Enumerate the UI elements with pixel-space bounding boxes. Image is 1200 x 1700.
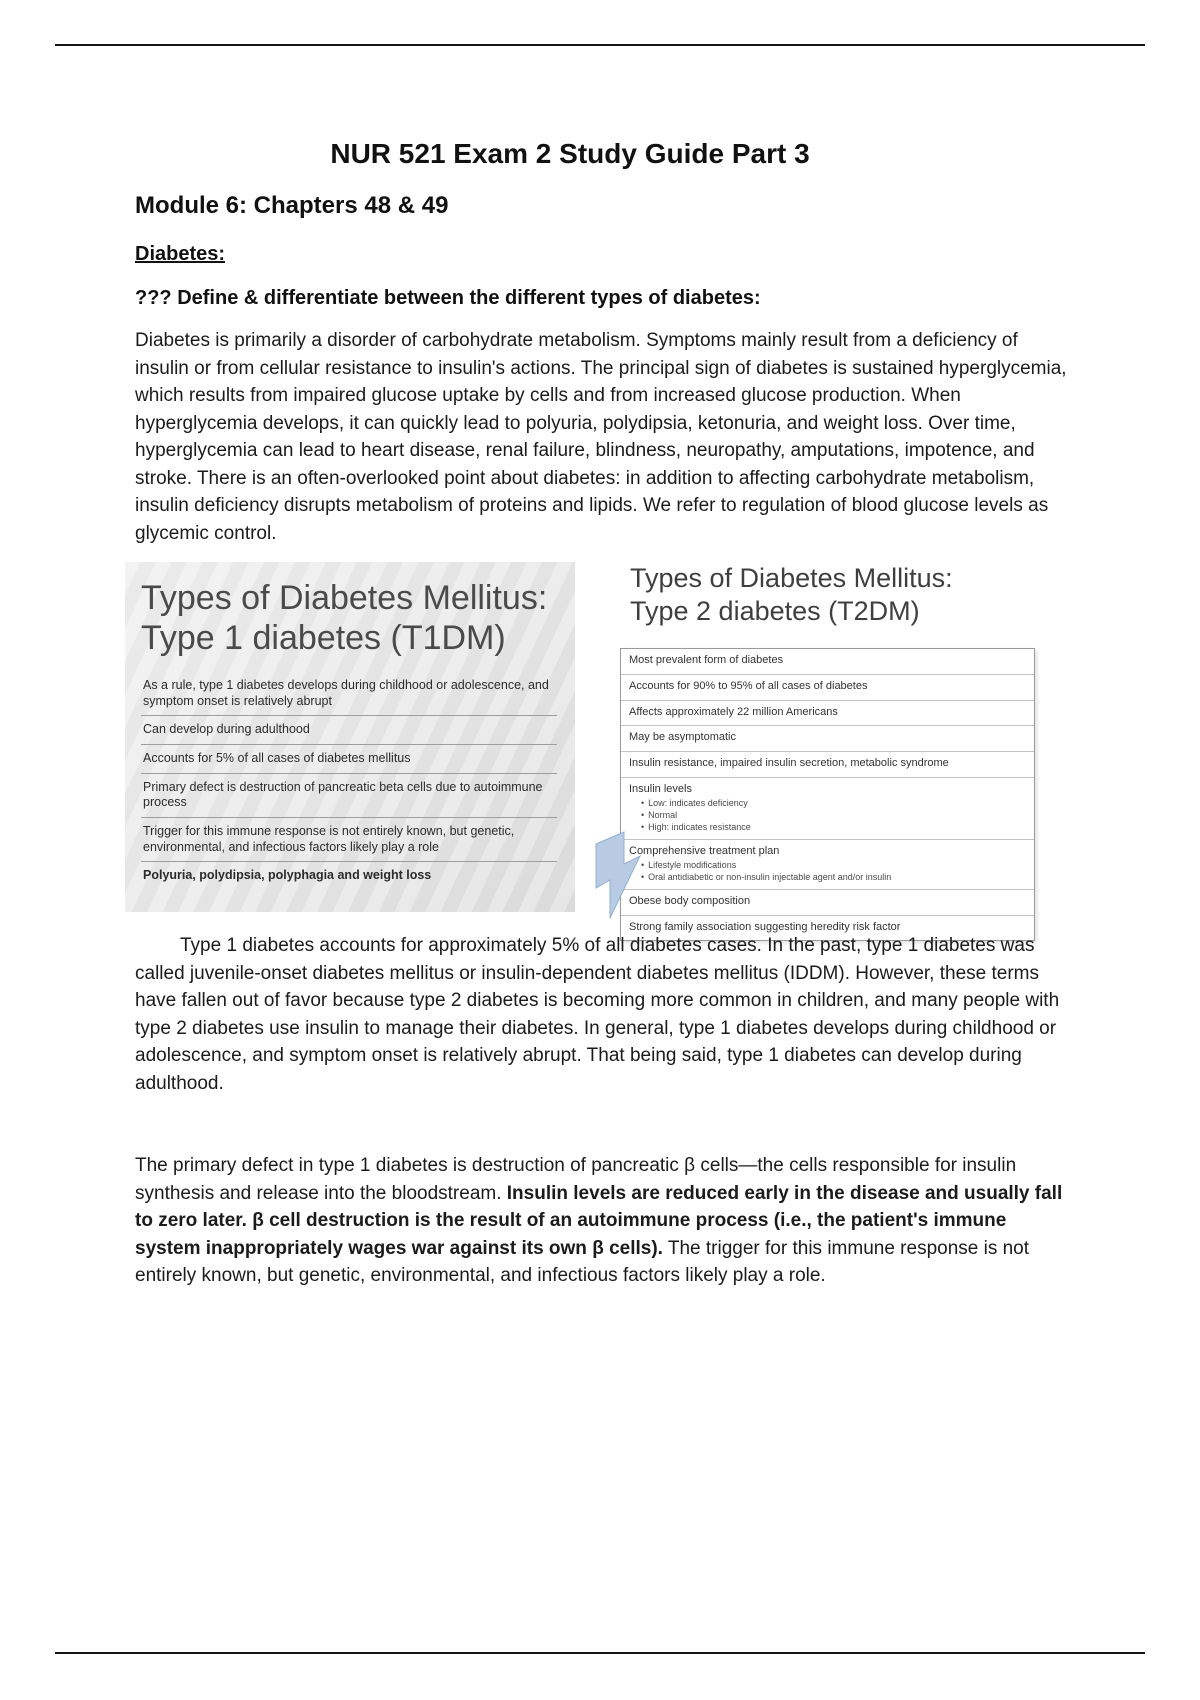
t2dm-row-text: Insulin levels xyxy=(629,782,692,795)
bottom-horizontal-rule xyxy=(55,1652,1145,1654)
t2dm-row-text: Strong family association suggesting heredity risk factor xyxy=(629,920,901,933)
slide-image-t1dm xyxy=(125,562,575,912)
slide-t1dm-title-line1: Types of Diabetes Mellitus: xyxy=(141,579,548,617)
blue-arrow-icon xyxy=(594,830,642,920)
t2dm-sub-item: • Normal xyxy=(629,809,1026,821)
diabetes-section-heading: Diabetes: xyxy=(135,243,226,265)
top-horizontal-rule xyxy=(55,44,1145,46)
t2dm-row-text: Accounts for 90% to 95% of all cases of diabetes xyxy=(629,679,868,692)
t2dm-row xyxy=(621,675,1034,701)
slide-t1dm-title-line2: Type 1 diabetes (T1DM) xyxy=(141,619,506,658)
t2dm-row xyxy=(621,649,1034,675)
slide-t2dm-title-line2: Type 2 diabetes (T2DM) xyxy=(630,595,920,626)
t2dm-row-text: Most prevalent form of diabetes xyxy=(629,654,784,666)
t2dm-row xyxy=(621,890,1034,916)
paragraph-type1-defect xyxy=(135,1152,1073,1290)
paragraph-type1-defect-bold: Insulin levels are reduced early in the disease and usually fall to zero later. β cell destruction is the result of an autoimmune process (i.e., the patient's immune system inappropriately wages war against its own β cells). xyxy=(135,1182,1063,1259)
slide-t2dm-title xyxy=(630,562,1010,628)
t2dm-row xyxy=(621,752,1034,778)
t1dm-item: Polyuria, polydipsia, polyphagia and weight loss xyxy=(143,868,432,883)
t2dm-row-text: Comprehensive treatment plan xyxy=(629,844,780,857)
t1dm-item: Primary defect is destruction of pancreatic beta cells due to autoimmune process xyxy=(141,774,557,818)
t2dm-sub-item: • Lifestyle modifications xyxy=(629,859,1026,871)
t2dm-row-text: Obese body composition xyxy=(629,894,751,907)
t2dm-row xyxy=(621,778,1034,840)
page-title: NUR 521 Exam 2 Study Guide Part 3 xyxy=(330,138,810,169)
t2dm-row xyxy=(621,840,1034,890)
t2dm-sub-item: • Oral antidiabetic or non-insulin injectable agent and/or insulin xyxy=(629,871,1026,883)
slide-t2dm-table xyxy=(620,648,1035,941)
t2dm-row xyxy=(621,701,1034,727)
t1dm-item: As a rule, type 1 diabetes develops during childhood or adolescence, and symptom onset is relatively abrupt xyxy=(141,672,557,716)
question-heading: ??? Define & differentiate between the different types of diabetes: xyxy=(135,287,761,309)
paragraph-type1-defect-normal1: The primary defect in type 1 diabetes is destruction of pancreatic β cells—the cells responsible for insulin synthesis and release into the bloodstream. xyxy=(135,1155,1017,1204)
slide-t2dm-title-line1: Types of Diabetes Mellitus: xyxy=(630,563,953,593)
t1dm-item: Trigger for this immune response is not entirely known, but genetic, environmental, and infectious factors likely play a role xyxy=(141,818,557,862)
t2dm-row-text: May be asymptomatic xyxy=(629,731,736,744)
t2dm-sub-item: • Low: indicates deficiency xyxy=(629,797,1026,809)
module-heading: Module 6: Chapters 48 & 49 xyxy=(135,192,449,219)
t2dm-row-text: Insulin resistance, impaired insulin secretion, metabolic syndrome xyxy=(629,757,949,769)
t2dm-row xyxy=(621,726,1034,752)
t1dm-item: Can develop during adulthood xyxy=(141,716,557,745)
t2dm-sub-item: • High: indicates resistance xyxy=(629,821,1026,833)
paragraph-type1-history: Type 1 diabetes accounts for approximately 5% of all diabetes cases. In the past, type 1 diabetes was called juvenile-onset diabetes mellitus or insulin-dependent diabetes mellitus (IDDM). However, these terms have fallen out of favor because type 2 diabetes is becoming more common in children, and many people with type 2 diabetes use insulin to manage their diabetes. In general, type 1 diabetes develops during childhood or adolescence, and symptom onset is relatively abrupt. That being said, type 1 diabetes can develop during adulthood. xyxy=(135,935,1060,1094)
slide-t1dm-title xyxy=(141,578,557,658)
t1dm-item: Accounts for 5% of all cases of diabetes mellitus xyxy=(141,745,557,774)
paragraph-diabetes-overview: Diabetes is primarily a disorder of carbohydrate metabolism. Symptoms mainly result from a deficiency of insulin or from cellular resistance to insulin's actions. The principal sign of diabetes is sustained hyperglycemia, which results from impaired glucose uptake by cells and from increased glucose production. When hyperglycemia develops, it can quickly lead to polyuria, polydipsia, ketonuria, and weight loss. Over time, hyperglycemia can lead to heart disease, renal failure, blindness, neuropathy, amputations, impotence, and stroke. There is an often-overlooked point about diabetes: in addition to affecting carbohydrate metabolism, insulin deficiency disrupts metabolism of proteins and lipids. We refer to regulation of blood glucose levels as glycemic control. xyxy=(135,330,1067,544)
paragraph-type1-defect-normal2: The trigger for this immune response is not entirely known, but genetic, environmental, and infectious factors likely play a role. xyxy=(135,1237,1030,1286)
t2dm-row-text: Affects approximately 22 million Americans xyxy=(629,705,838,718)
